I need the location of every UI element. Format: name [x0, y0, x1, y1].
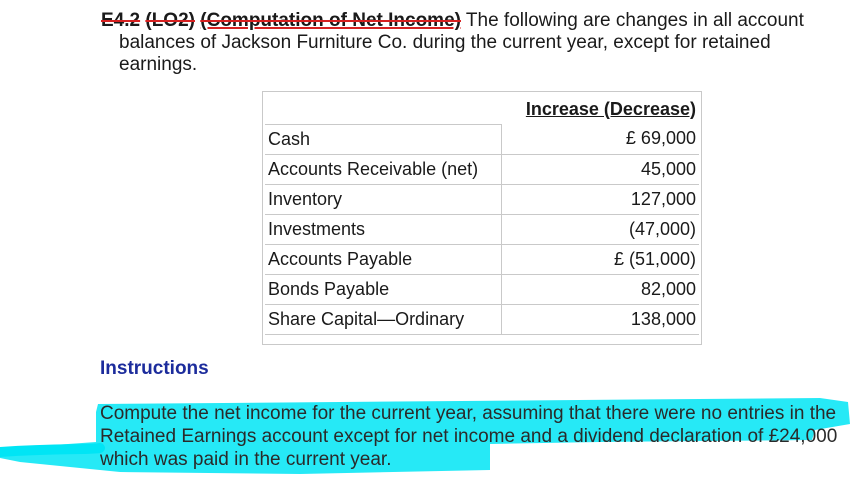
problem-statement — [101, 10, 851, 76]
table-row — [265, 124, 699, 154]
account-change: 138,000 — [501, 304, 699, 334]
exercise-code: E4.2 — [101, 10, 141, 31]
account-name: Cash — [265, 124, 501, 154]
instructions-heading: Instructions — [100, 358, 209, 379]
table-row — [265, 154, 699, 184]
table-row — [265, 274, 699, 304]
table-row — [265, 214, 699, 244]
increase-decrease-header: Increase (Decrease) — [525, 98, 696, 119]
learning-objective: (LO2) — [145, 10, 195, 31]
account-change: 127,000 — [501, 184, 699, 214]
account-name: Bonds Payable — [265, 274, 501, 304]
account-name: Accounts Receivable (net) — [265, 154, 501, 184]
statement-rest: balances of Jackson Furniture Co. during the current year, except for retained earnings. — [119, 32, 771, 75]
table-row — [265, 244, 699, 274]
account-change: £ (51,000) — [501, 244, 699, 274]
account-name: Investments — [265, 214, 501, 244]
account-changes-table — [265, 94, 699, 335]
header-blank-cell — [265, 94, 501, 124]
statement-line-1: The following are changes in all account — [465, 10, 804, 31]
account-name: Share Capital—Ordinary — [265, 304, 501, 334]
table-row — [265, 184, 699, 214]
table-row — [265, 304, 699, 334]
account-change: 45,000 — [501, 154, 699, 184]
account-change: 82,000 — [501, 274, 699, 304]
problem-first-line — [101, 10, 851, 32]
instructions-text: Compute the net income for the current year, assuming that there were no entries in the Retained Earnings account except for net income and a dividend declaration of £24,000 which was paid in the current year. — [100, 403, 838, 470]
account-name: Accounts Payable — [265, 244, 501, 274]
exercise-topic: (Computation of Net Income) — [200, 10, 461, 31]
account-change: (47,000) — [501, 214, 699, 244]
account-change: £ 69,000 — [501, 124, 699, 154]
account-name: Inventory — [265, 184, 501, 214]
table-header-row — [265, 94, 699, 124]
